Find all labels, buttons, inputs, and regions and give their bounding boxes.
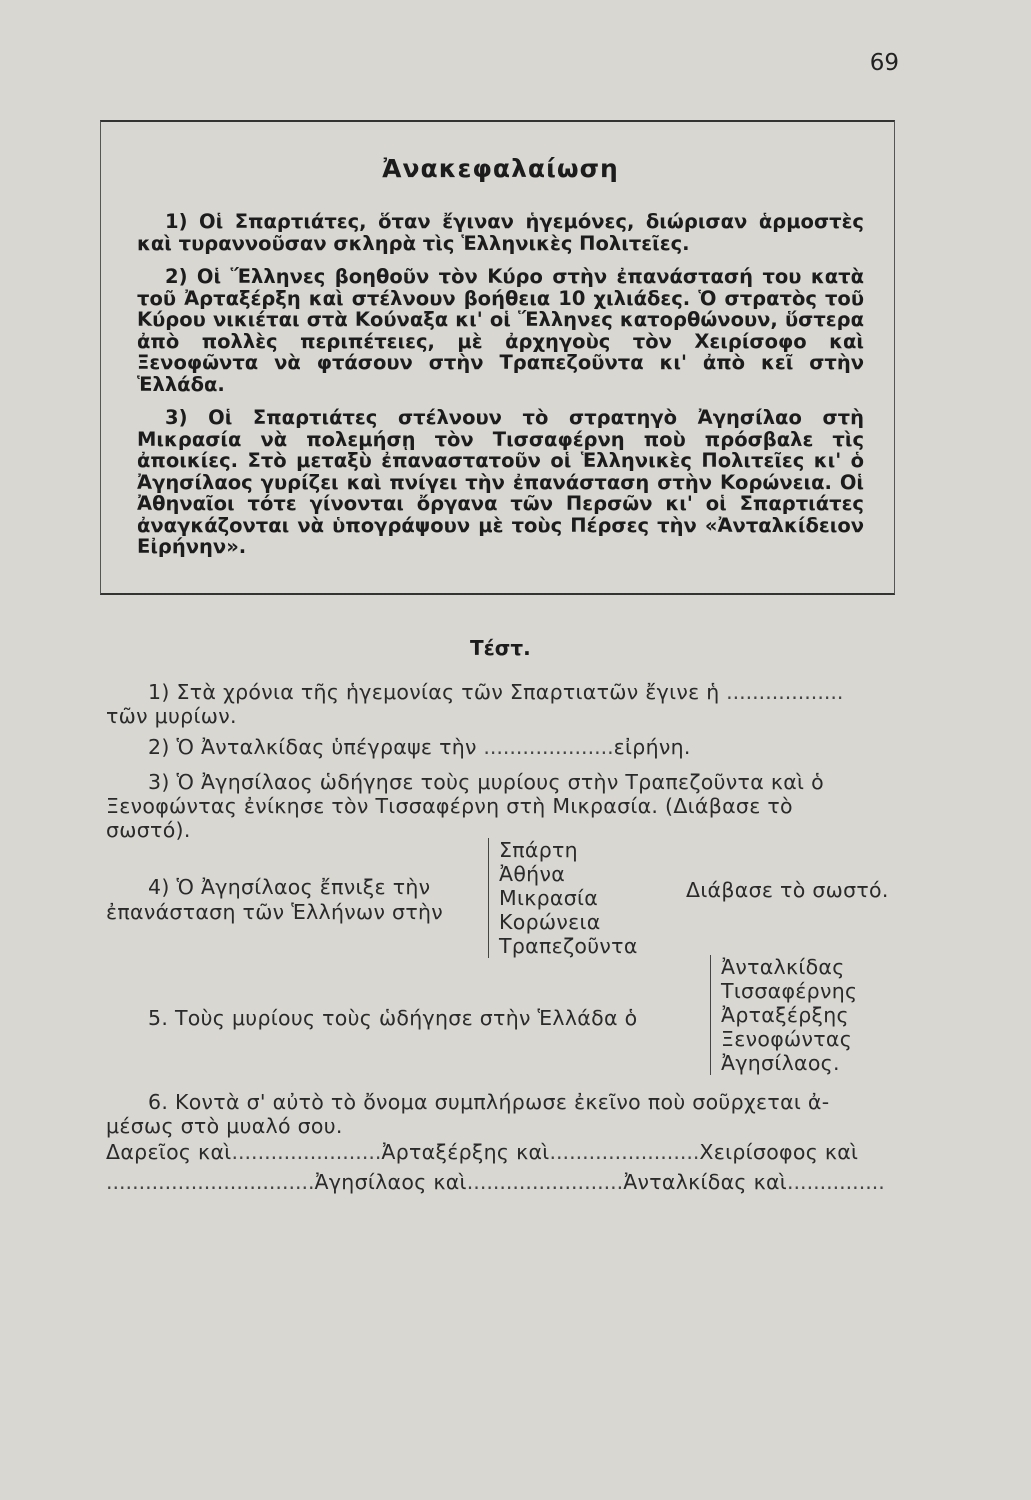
option-item: Τραπεζοῦντα bbox=[499, 934, 638, 958]
test-title: Τέστ. bbox=[470, 636, 531, 660]
question-3-line-3: σωστό). bbox=[106, 818, 191, 842]
option-item: Ξενοφώντας bbox=[721, 1027, 853, 1051]
question-4-options bbox=[488, 838, 638, 958]
question-6-line-3: Δαρεῖος καὶ.......................Ἀρταξέρξης καὶ.......................Χειρίσοφος καὶ bbox=[106, 1140, 859, 1164]
question-5: 5. Τοὺς μυρίους τοὺς ὡδήγησε στὴν Ἑλλάδα ὁ bbox=[148, 1006, 638, 1030]
option-item: Ἀγησίλαος. bbox=[721, 1051, 840, 1075]
option-item: Ἀνταλκίδας bbox=[721, 955, 845, 979]
option-item: Σπάρτη bbox=[499, 838, 578, 862]
question-4-instruction: Διάβασε τὸ σωστό. bbox=[686, 878, 889, 902]
summary-paragraph-3: 3) Οἱ Σπαρτιάτες στέλνουν τὸ στρατηγὸ Ἀγησίλαο στὴ Μικρασία νὰ πολεμήσῃ τὸν Τισσαφέρνη ποὺ πρόσβαλε τὶς ἀποικίες. Στὸ μεταξὺ ἐπαναστατοῦν οἱ Ἑλληνικὲς Πολιτεῖες κι' ὁ Ἀγησίλαος γυρίζει καὶ πνίγει τὴν ἐπανάσταση στὴν Κορώνεια. Οἱ Ἀθηναῖοι τότε γίνονται ὄργανα τῶν Περσῶν κι' οἱ Σπαρτιάτες ἀναγκάζονται νὰ ὑπογράψουν μὲ τοὺς Πέρσες τὴν «Ἀνταλκίδειον Εἰρήνην». bbox=[137, 406, 864, 558]
option-item: Τισσαφέρνης bbox=[721, 979, 858, 1003]
option-item: Ἀθήνα bbox=[499, 862, 566, 886]
summary-title: Ἀνακεφαλαίωση bbox=[382, 154, 619, 183]
question-3-line-1: 3) Ὁ Ἀγησίλαος ὡδήγησε τοὺς μυρίους στὴν Τραπεζοῦντα καὶ ὁ bbox=[148, 770, 824, 794]
question-6-line-4: ................................Ἀγησίλαος καὶ........................Ἀνταλκίδας καὶ............... bbox=[106, 1170, 885, 1194]
question-6-line-2: μέσως στὸ μυαλό σου. bbox=[106, 1114, 343, 1138]
question-4-line-1: 4) Ὁ Ἀγησίλαος ἔπνιξε τὴν bbox=[148, 875, 431, 899]
question-3-line-2: Ξενοφώντας ἐνίκησε τὸν Τισσαφέρνη στὴ Μικρασία. (Διάβασε τὸ bbox=[106, 794, 793, 818]
option-item: Ἀρταξέρξης bbox=[721, 1003, 849, 1027]
summary-box bbox=[100, 120, 895, 595]
page-number: 69 bbox=[869, 50, 899, 76]
question-4-line-2: ἐπανάσταση τῶν Ἑλλήνων στὴν bbox=[106, 900, 444, 924]
question-2: 2) Ὁ Ἀνταλκίδας ὑπέγραψε τὴν ....................εἰρήνη. bbox=[148, 735, 691, 759]
summary-paragraph-1: 1) Οἱ Σπαρτιάτες, ὅταν ἔγιναν ἡγεμόνες, διώρισαν ἁρμοστὲς καὶ τυραννοῦσαν σκληρὰ τὶς Ἑλληνικὲς Πολιτεῖες. bbox=[137, 210, 864, 255]
question-5-options bbox=[710, 955, 857, 1075]
summary-paragraph-2: 2) Οἱ Ἕλληνες βοηθοῦν τὸν Κύρο στὴν ἐπανάστασή του κατὰ τοῦ Ἀρταξέρξη καὶ στέλνουν βοήθεια 10 χιλιάδες. Ὁ στρατὸς τοῦ Κύρου νικιέται στὰ Κούναξα κι' οἱ Ἕλληνες κατορθώνουν, ὕστερα ἀπὸ πολλὲς περιπέτειες, μὲ ἀρχηγοὺς τὸν Χειρίσοφο καὶ Ξενοφῶντα νὰ φτάσουν στὴν Τραπεζοῦντα κι' ἀπὸ κεῖ στὴν Ἑλλάδα. bbox=[137, 265, 864, 396]
question-1-line-1: 1) Στὰ χρόνια τῆς ἡγεμονίας τῶν Σπαρτιατῶν ἔγινε ἡ .................. bbox=[148, 680, 844, 704]
question-1-line-2: τῶν μυρίων. bbox=[106, 704, 237, 728]
question-6-line-1: 6. Κοντὰ σ' αὐτὸ τὸ ὄνομα συμπλήρωσε ἐκεῖνο ποὺ σοῦρχεται ἀ- bbox=[148, 1090, 830, 1114]
option-item: Μικρασία bbox=[499, 886, 599, 910]
option-item: Κορώνεια bbox=[499, 910, 601, 934]
